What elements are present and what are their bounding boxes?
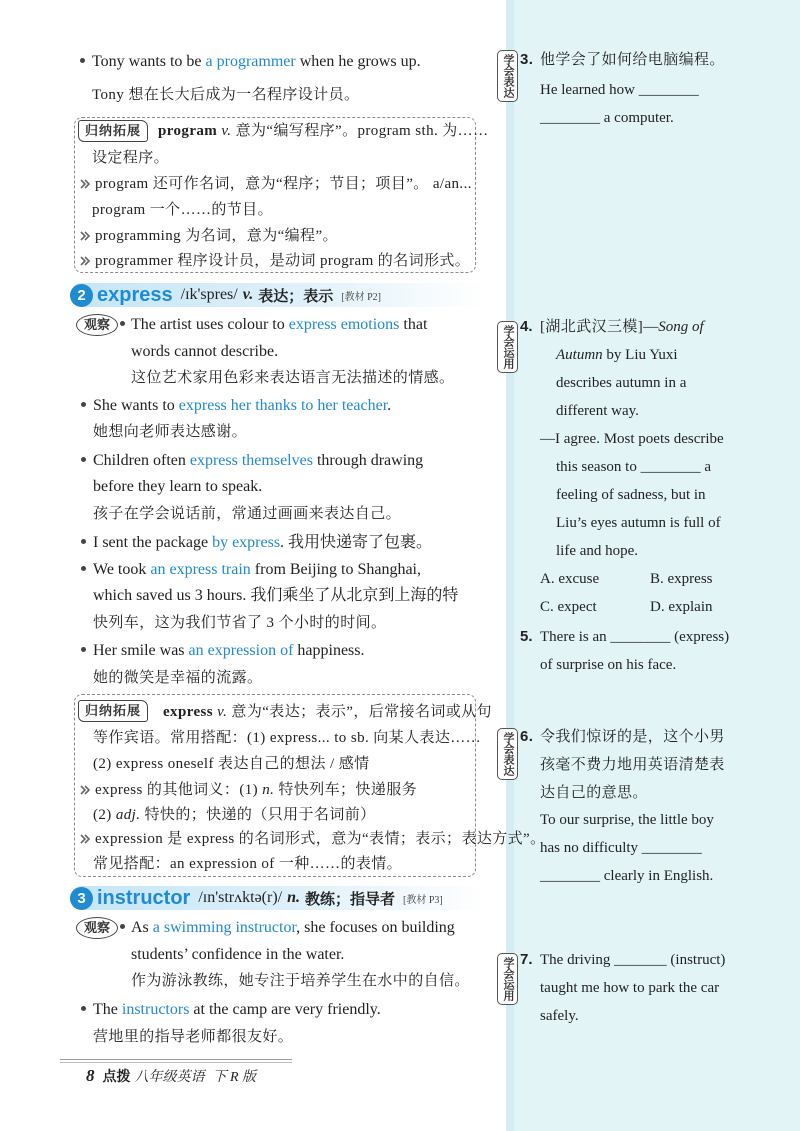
- exercise-type-badge: 学会运用: [497, 953, 518, 1005]
- part-of-speech: v.: [213, 704, 228, 720]
- expand-text: 特快列车；快递服务: [274, 782, 418, 798]
- fill-blank-line: this season to ________ a: [556, 459, 711, 475]
- sentence-text: students’ confidence in the water.: [131, 946, 345, 963]
- work-title: Autumn: [556, 347, 603, 363]
- exercise-type-badge: 学会运用: [497, 321, 518, 373]
- fill-blank-line: There is an ________ (express): [540, 629, 730, 645]
- expand-line: [80, 780, 417, 800]
- answer-options-row: [540, 569, 760, 589]
- question-prompt: 他学会了如何给电脑编程。: [540, 52, 725, 68]
- expand-line: 等作宾语。常用搭配：(1) express... to sb. 向某人表达……: [93, 730, 482, 746]
- sentence-text: . 我用快递寄了包裹。: [280, 534, 433, 551]
- dialogue-dash: —: [643, 319, 659, 335]
- example-sentence: [81, 641, 365, 661]
- bullet-icon: [81, 457, 86, 462]
- question-text: different way.: [556, 403, 639, 419]
- sentence-text: which saved us 3 hours. 我们乘坐了从北京到上海的特: [93, 587, 459, 604]
- question-4: [520, 317, 704, 337]
- exercise-type-badge: 学会表达: [497, 50, 518, 102]
- option-c[interactable]: C. expect: [540, 599, 597, 615]
- bullet-icon: [81, 647, 86, 652]
- expand-text: 意为“编写程序”。program sth. 为……: [231, 123, 489, 139]
- expand-text: 特快的；快递的（只用于名词前）: [140, 807, 376, 823]
- expand-label: 归纳拓展: [78, 120, 148, 142]
- example-sentence: [81, 396, 391, 416]
- option-d[interactable]: D. explain: [650, 599, 713, 615]
- expand-line: [80, 251, 470, 271]
- question-text: life and hope.: [556, 543, 639, 559]
- fill-blank-line: has no difficulty ________: [540, 840, 702, 856]
- translation: 作为游泳教练，她专注于培养学生在水中的自信。: [131, 973, 470, 989]
- example-sentence: [81, 533, 432, 553]
- part-of-speech: v.: [242, 286, 254, 303]
- highlighted-phrase: a programmer: [205, 53, 296, 70]
- fill-blank-line: ________ a computer.: [540, 110, 674, 126]
- question-source: [湖北武汉三模]: [540, 319, 644, 335]
- highlighted-phrase: express emotions: [288, 316, 400, 333]
- translation: 她想向老师表达感谢。: [93, 424, 248, 440]
- example-sentence: [80, 52, 421, 72]
- bullet-icon: [81, 1006, 86, 1011]
- sentence-text: She wants to: [93, 397, 179, 414]
- double-chevron-icon: [80, 179, 91, 189]
- question-number: 5.: [520, 628, 533, 645]
- question-text: feeling of sadness, but in: [556, 487, 706, 503]
- question-number: 4.: [520, 318, 533, 335]
- fill-blank-line: ________ clearly in English.: [540, 868, 714, 884]
- question-5: [520, 627, 729, 647]
- expand-line: [158, 121, 488, 141]
- expand-line: [80, 226, 338, 246]
- question-text: taught me how to park the car: [540, 980, 720, 996]
- double-chevron-icon: [80, 785, 91, 795]
- expand-line: (2) express oneself 表达自己的想法 / 感情: [93, 756, 370, 772]
- expand-line: [93, 805, 376, 825]
- sentence-text: at the camp are very friendly.: [189, 1001, 381, 1018]
- translation: Tony 想在长大后成为一名程序设计员。: [92, 87, 360, 103]
- question-number: 3.: [520, 51, 534, 68]
- sentence-text: from Beijing to Shanghai,: [250, 561, 421, 578]
- footer-rule: [60, 1059, 292, 1063]
- highlighted-phrase: express themselves: [189, 452, 313, 469]
- highlighted-phrase: by express: [212, 534, 281, 551]
- fill-blank-line: The driving _______ (instruct): [540, 952, 726, 968]
- exercise-type-badge: 学会表达: [497, 728, 518, 780]
- sentence-text: The: [93, 1001, 122, 1018]
- textbook-reference: [教材 P3]: [403, 894, 443, 906]
- section-header-express: [70, 283, 485, 307]
- expand-headword: express: [163, 704, 214, 720]
- translation: 她的微笑是幸福的流露。: [93, 670, 263, 686]
- section-number-badge: 3: [70, 887, 93, 910]
- page-footer: [86, 1066, 256, 1086]
- work-title: Song of: [658, 319, 704, 335]
- highlighted-phrase: express her thanks to her teacher: [178, 397, 388, 414]
- sentence-text: As: [131, 919, 153, 936]
- sentence-text: The artist uses colour to: [131, 316, 289, 333]
- section-number-badge: 2: [70, 284, 93, 307]
- question-3: [520, 50, 725, 70]
- headword: instructor: [97, 886, 191, 909]
- translation: 孩子在学会说话前，常通过画画来表达自己。: [93, 506, 402, 522]
- expand-headword: program: [158, 123, 218, 139]
- brand-name: 点拨: [102, 1070, 131, 1085]
- headword: express: [97, 283, 173, 306]
- question-text: by Liu Yuxi: [602, 347, 678, 363]
- answer-options-row: [540, 597, 760, 617]
- observe-badge: 观察: [76, 917, 118, 939]
- sentence-text: .: [387, 397, 392, 414]
- expand-line: 设定程序。: [92, 150, 170, 166]
- sentence-text: Tony wants to be: [92, 53, 206, 70]
- expand-line: [80, 829, 546, 849]
- meaning: 表达；表示: [258, 288, 334, 305]
- expand-text: programming 为名词，意为“编程”。: [95, 228, 338, 244]
- example-sentence: [81, 560, 421, 580]
- sentence-text: happiness.: [293, 642, 365, 659]
- expand-line: [163, 702, 492, 722]
- translation: 这位艺术家用色彩来表达语言无法描述的情感。: [131, 370, 455, 386]
- expand-line: program 一个……的节目。: [92, 202, 273, 218]
- question-text: safely.: [540, 1008, 579, 1024]
- option-b[interactable]: B. express: [650, 571, 713, 587]
- sentence-text: that: [399, 316, 428, 333]
- example-sentence: [81, 451, 423, 471]
- example-sentence: [120, 918, 455, 938]
- sentence-text: through drawing: [312, 452, 424, 469]
- sentence-text: Children often: [93, 452, 190, 469]
- double-chevron-icon: [80, 834, 91, 844]
- question-prompt: 令我们惊讶的是，这个小男: [540, 729, 725, 745]
- sentence-text: I sent the package: [93, 534, 213, 551]
- question-prompt: 孩毫不费力地用英语清楚表: [540, 757, 725, 773]
- section-header-instructor: [70, 886, 485, 910]
- textbook-reference: [教材 P2]: [341, 291, 381, 303]
- expand-text: 意为“表达；表示”，后常接名词或从句: [227, 704, 492, 720]
- highlighted-phrase: an expression of: [188, 642, 294, 659]
- question-7: [520, 950, 725, 970]
- sentence-text: before they learn to speak.: [93, 478, 263, 495]
- question-text: Liu’s eyes autumn is full of: [556, 515, 721, 531]
- question-text: of surprise on his face.: [540, 657, 677, 673]
- question-text: —I agree. Most poets describe: [540, 431, 724, 447]
- example-sentence: [81, 1000, 381, 1020]
- highlighted-phrase: a swimming instructor: [152, 919, 297, 936]
- fill-blank-line: He learned how ________: [540, 82, 699, 98]
- option-a[interactable]: A. excuse: [540, 571, 600, 587]
- sentence-text: We took: [93, 561, 151, 578]
- question-text: To our surprise, the little boy: [540, 812, 714, 828]
- double-chevron-icon: [80, 231, 91, 241]
- expand-text: expression 是 express 的名词形式，意为“表情；表示；表达方式”。: [95, 831, 546, 847]
- expand-text: express 的其他词义：(1): [95, 782, 263, 798]
- phonetic: /ɪk'spres/: [180, 286, 238, 303]
- sentence-text: Her smile was: [93, 642, 189, 659]
- highlighted-phrase: an express train: [150, 561, 251, 578]
- bullet-icon: [81, 539, 86, 544]
- part-of-speech: v.: [217, 123, 232, 139]
- part-of-speech: n.: [262, 782, 275, 798]
- expand-line: 常见搭配：an expression of 一种……的表情。: [93, 856, 403, 872]
- question-prompt: 达自己的意思。: [540, 785, 648, 801]
- part-of-speech: adj.: [115, 807, 141, 823]
- page-number: 8: [86, 1066, 95, 1085]
- bullet-icon: [120, 321, 125, 326]
- phonetic: /ɪn'strʌktə(r)/: [198, 889, 283, 906]
- edition-label: 下 R 版: [212, 1070, 257, 1085]
- meaning: 教练；指导者: [305, 891, 396, 908]
- example-sentence: [120, 315, 427, 335]
- question-text: describes autumn in a: [556, 375, 687, 391]
- sentence-text: , she focuses on building: [296, 919, 455, 936]
- expand-label: 归纳拓展: [78, 700, 148, 722]
- part-of-speech: n.: [287, 889, 300, 906]
- expand-text: program 还可作名词，意为“程序；节目；项目”。 a/an...: [95, 176, 472, 192]
- question-number: 6.: [520, 728, 534, 745]
- observe-badge: 观察: [76, 314, 118, 336]
- question-text: [556, 345, 678, 365]
- sentence-text: words cannot describe.: [131, 343, 279, 360]
- double-chevron-icon: [80, 256, 91, 266]
- expand-line: [80, 174, 472, 194]
- expand-text: (2): [93, 807, 116, 823]
- bullet-icon: [81, 402, 86, 407]
- sentence-text: when he grows up.: [295, 53, 421, 70]
- bullet-icon: [80, 58, 85, 63]
- highlighted-phrase: instructors: [121, 1001, 190, 1018]
- translation: 营地里的指导老师都很友好。: [93, 1029, 294, 1045]
- subject-name: 八年级英语: [134, 1070, 205, 1085]
- expand-text: programmer 程序设计员，是动词 program 的名词形式。: [95, 253, 471, 269]
- question-6: [520, 727, 725, 747]
- bullet-icon: [120, 924, 125, 929]
- translation: 快列车，这为我们节省了 3 个小时的时间。: [93, 615, 387, 631]
- question-number: 7.: [520, 951, 533, 968]
- bullet-icon: [81, 566, 86, 571]
